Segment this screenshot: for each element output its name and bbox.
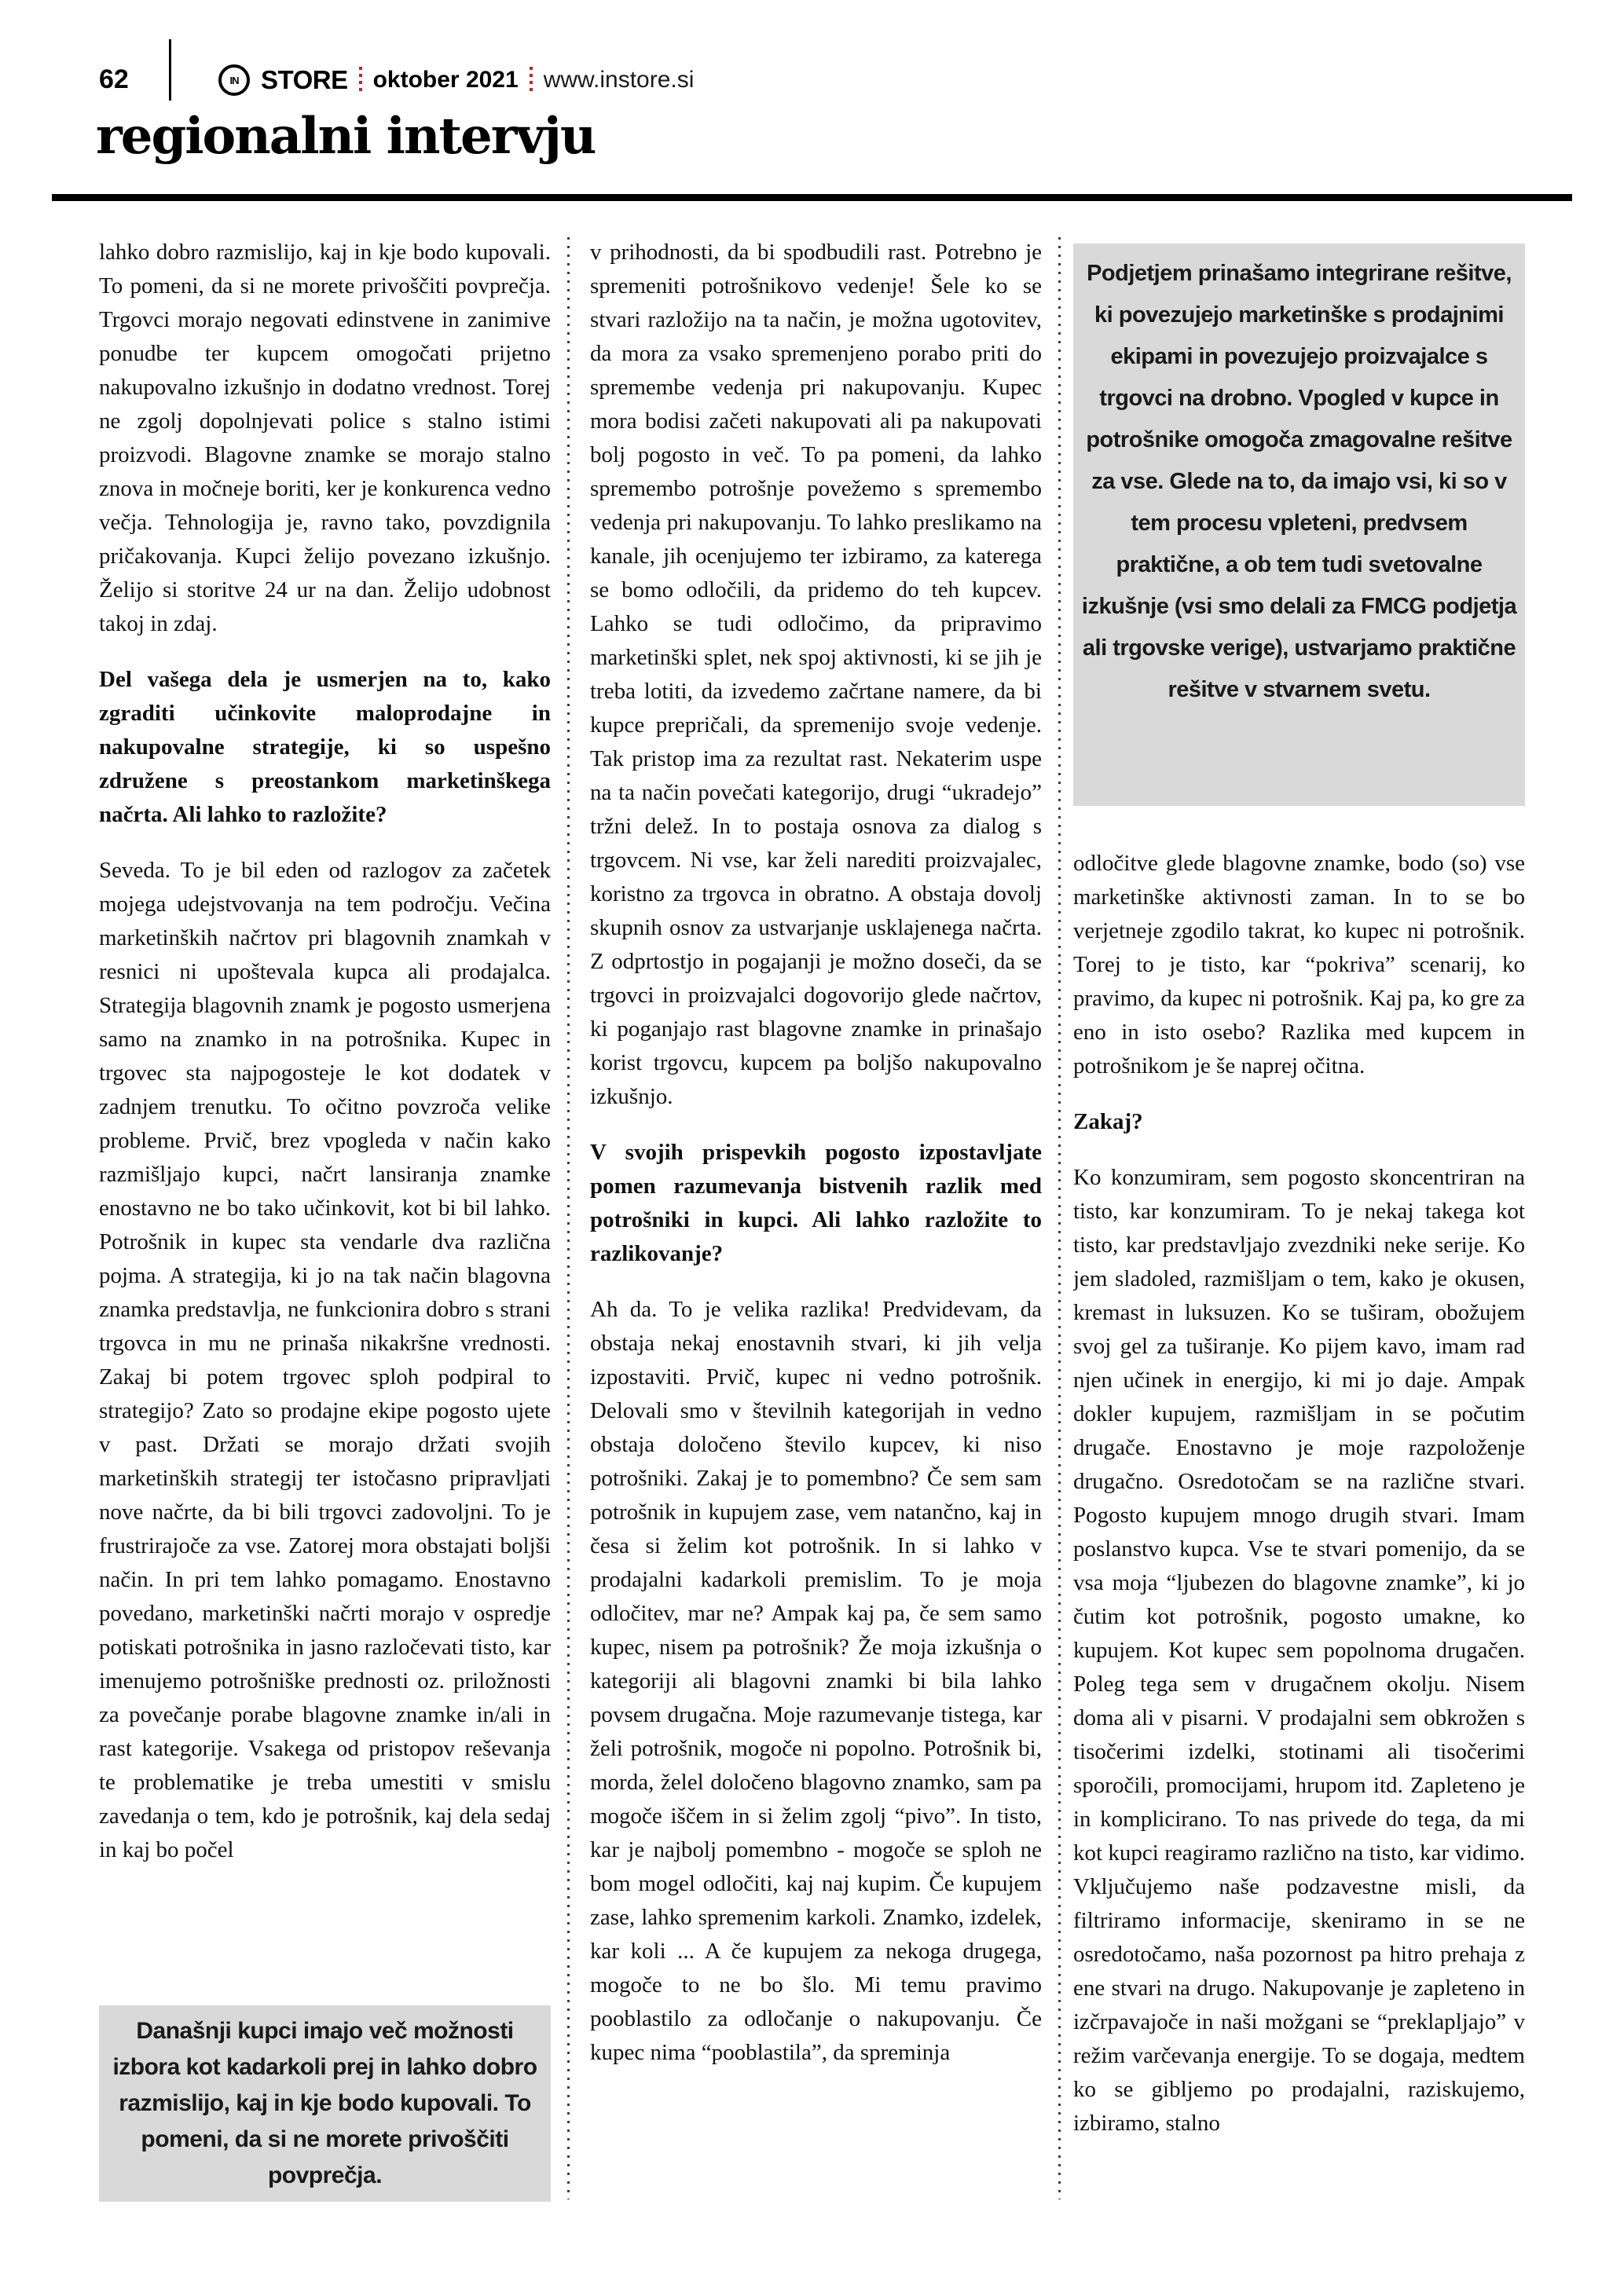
- body-paragraph: Seveda. To je bil eden od razlogov za začetek mojega udejstvovanja na tem področju. Večina marketinških načrtov pri blagovnih znamkah v resnici ni upoštevala kupca ali prodajalca. Strategija blagovnih znamk je pogosto usmerjena samo na znamko in na potrošnika. Kupec in trgovec sta najpogosteje le kot dodatek v zadnjem trenutku. To očitno povzroča velike probleme. Prvič, brez vpogleda v način kako razmišljajo kupci, načrt lansiranja znamke enostavno ne bo tako učinkovit, kot bi bil lahko. Potrošnik in kupec sta vendarle dva različna pojma. A strategija, ki jo na tak način blagovna znamka predstavlja, ne funkcionira dobro s strani trgovca in mu ne prinaša nikakršne vrednosti. Zakaj bi potem trgovec sploh podpiral to strategijo? Zato so prodajne ekipe pogosto ujete v past. Držati se morajo držati svojih marketinških strategij ter istočasno pripravljati nove načrte, da bi bili trgovci zadovoljni. To je frustrirajoče za vse. Zatorej mora obstajati boljši način. In pri tem lahko pomagamo. Enostavno povedano, marketinški načrti morajo v ospredje potiskati potrošnika in jasno razločevati tisto, kar imenujemo potrošniške prednosti oz. priložnosti za povečanje porabe blagovne znamke in/ali in rast kategorije. Vsakega od pristopov reševanja te problematike je treba umestiti v smislu zavedanja o tem, kdo je potrošnik, kaj dela sedaj in kaj bo počel: [99, 858, 551, 1862]
- body-paragraph: lahko dobro razmislijo, kaj in kje bodo kupovali. To pomeni, da si ne morete privoščiti povprečja. Trgovci morajo negovati edinstvene in zanimive ponudbe ter kupcem omogočati prijetno nakupovalno izkušnjo in dodatno vrednost. Torej ne zgolj dopolnjevati police s stalno istimi proizvodi. Blagovne znamke se morajo stalno znova in močneje boriti, ker je konkurenca vedno večja. Tehnologija je, ravno tako, povzdignila pričakovanja. Kupci želijo povezano izkušnjo. Želijo si storitve 24 ur na dan. Želijo udobnost takoj in zdaj.: [99, 240, 551, 636]
- website-url: www.instore.si: [543, 67, 695, 93]
- section-title: regionalni intervju: [96, 107, 596, 166]
- masthead: [218, 64, 694, 96]
- column-separator-dotted: [1058, 237, 1061, 2199]
- interview-question: Del vašega dela je usmerjen na to, kako zgraditi učinkovite maloprodajne in nakupovalne strategije, ki so uspešno združene s preostankom marketinškega načrta. Ali lahko to razložite?: [99, 667, 551, 827]
- column-1: [99, 236, 551, 1889]
- red-dotted-separator-icon: [530, 67, 533, 93]
- instore-logo-text: STORE: [261, 65, 348, 94]
- interview-question: Zakaj?: [1073, 1109, 1143, 1134]
- instore-logo-icon: IN: [218, 64, 250, 96]
- issue-date: oktober 2021: [372, 67, 519, 93]
- body-paragraph: odločitve glede blagovne znamke, bodo (so) vse marketinške aktivnosti zaman. In to se bo verjetneje zgodilo takrat, ko kupec ni potrošnik. Torej to je tisto, kar “pokriva” scenarij, ko pravimo, da kupec ni potrošnik. Kaj pa, ko gre za eno in isto osebo? Razlika med kupcem in potrošnikom je še naprej očitna.: [1073, 851, 1525, 1078]
- page-number: 62: [99, 64, 129, 94]
- body-paragraph: Ko konzumiram, sem pogosto skoncentriran na tisto, kar konzumiram. To je nekaj takega kot tisto, kar predstavljajo zvezdniki neke serije. Ko jem sladoled, razmišljam o tem, kako je okusen, kremast in luksuzen. Ko se tuširam, obožujem svoj gel za tuširanje. Ko pijem kavo, imam rad njen učinek in energijo, ki mi jo daje. Ampak dokler kupujem, razmišljam in se počutim drugače. Enostavno je moje razpoloženje drugačno. Osredotočam se na različne stvari. Pogosto kupujem mnogo drugih stvari. Imam poslanstvo kupca. Vse te stvari pomenijo, da se vsa moja “ljubezen do blagovne znamke”, ki jo čutim kot potrošnik, pogosto umakne, ko kupujem. Kot kupec sem popolnoma drugačen. Poleg tega sem v drugačnem okolju. Nisem doma ali v pisarni. V prodajalni sem obkrožen s tisočerimi izdelki, stotinami ali tisočerimi sporočili, promocijami, hrupom itd. Zapleteno je in komplicirano. To nas privede do tega, da mi kot kupci reagiramo različno na tisto, kar vidimo. Vključujemo naše podzavestne misli, da filtriramo informacije, skeniramo in se ne osredotočamo, naša pozornost pa hitro prehaja z ene stvari na drugo. Nakupovanje je zapleteno in izčrpavajoče in naši možgani se “preklapljajo” v režim varčevanja energije. To se dogaja, medtem ko se gibljemo po prodajalni, raziskujemo, izbiramo, stalno: [1073, 1165, 1525, 2136]
- pull-quote-box: Današnji kupci imajo več možnosti izbora kot kadarkoli prej in lahko dobro razmislijo, kaj in kje bodo kupovali. To pomeni, da si ne morete privoščiti povprečja.: [99, 2005, 551, 2202]
- title-rule: [52, 194, 1572, 201]
- interview-question: V svojih prispevkih pogosto izpostavljate pomen razumevanja bistvenih razlik med potrošniki in kupci. Ali lahko razložite to razlikovanje?: [590, 1140, 1042, 1266]
- masthead-divider-line: [169, 39, 171, 101]
- column-separator-dotted: [567, 237, 570, 2199]
- column-2: [590, 236, 1042, 2092]
- pull-quote-box: Podjetjem prinašamo integrirane rešitve, ki povezujejo marketinške s prodajnimi ekipami in povezujejo proizvajalce s trgovci na drobno. Vpogled v kupce in potrošnike omogoča zmagovalne rešitve za vse. Glede na to, da imajo vsi, ki so v tem procesu vpleteni, predvsem praktične, a ob tem tudi svetovalne izkušnje (vsi smo delali za FMCG podjetja ali trgovske verige), ustvarjamo praktične rešitve v stvarnem svetu.: [1073, 244, 1525, 806]
- red-dotted-separator-icon: [359, 67, 362, 93]
- body-paragraph: v prihodnosti, da bi spodbudili rast. Potrebno je spremeniti potrošnikovo vedenje! Šele ko se stvari razložijo na ta način, je možna ugotovitev, da mora za vsako spremenjeno porabo priti do spremembe vedenja pri nakupovanju. Kupec mora bodisi začeti nakupovati ali pa nakupovati bolj pogosto in več. To pa pomeni, da lahko spremembo potrošnje povežemo s spremembo vedenja pri nakupovanju. To lahko preslikamo na kanale, jih ocenjujemo ter izbiramo, za katerega se bomo odločili, da pridemo do teh kupcev. Lahko se tudi odločimo, da pripravimo marketinški splet, nek spoj aktivnosti, ki se jih je treba lotiti, da izvedemo začrtane namere, da bi kupce prepričali, da spremenijo svoje vedenje. Tak pristop ima za rezultat rast. Nekaterim uspe na ta način povečati kategorijo, drugi “ukradejo” tržni delež. In to postaja osnova za dialog s trgovcem. Ni vse, kar želi narediti proizvajalec, koristno za trgovca in obratno. A obstaja dovolj skupnih osnov za ustvarjanje usklajenega načrta. Z odprtostjo in pogajanji je možno doseči, da se trgovci in proizvajalci dogovorijo glede načrtov, ki poganjajo rast blagovne znamke in prinašajo korist trgovcu, kupcem pa boljšo nakupovalno izkušnjo.: [590, 240, 1042, 1109]
- body-paragraph: Ah da. To je velika razlika! Predvidevam, da obstaja nekaj enostavnih stvari, ki jih velja izpostaviti. Prvič, kupec ni vedno potrošnik. Delovali smo v številnih kategorijah in vedno obstaja določeno število kupcev, ki niso potrošniki. Zakaj je to pomembno? Če sem sam potrošnik in kupujem zase, vem natančno, kaj in česa si želim kot potrošnik. In si lahko v prodajalni kadarkoli premislim. To je moja odločitev, mar ne? Ampak kaj pa, če sem samo kupec, nisem pa potrošnik? Že moja izkušnja o kategoriji ali blagovni znamki bi bila lahko povsem drugačna. Moje razumevanje tistega, kar želi potrošnik, mogoče ni popolno. Potrošnik bi, morda, želel določeno blagovno znamko, sam pa mogoče iščem in si želim zgolj “pivo”. In tisto, kar je najbolj pomembno - mogoče se sploh ne bom mogel odločiti, kaj naj kupim. Če kupujem zase, lahko spremenim karkoli. Znamko, izdelek, kar koli ... A če kupujem za nekoga drugega, mogoče to ne bo šlo. Mi temu pravimo pooblastilo za odločanje o nakupovanju. Če kupec nima “pooblastila”, da spreminja: [590, 1297, 1042, 2065]
- column-3: [1073, 847, 1525, 2162]
